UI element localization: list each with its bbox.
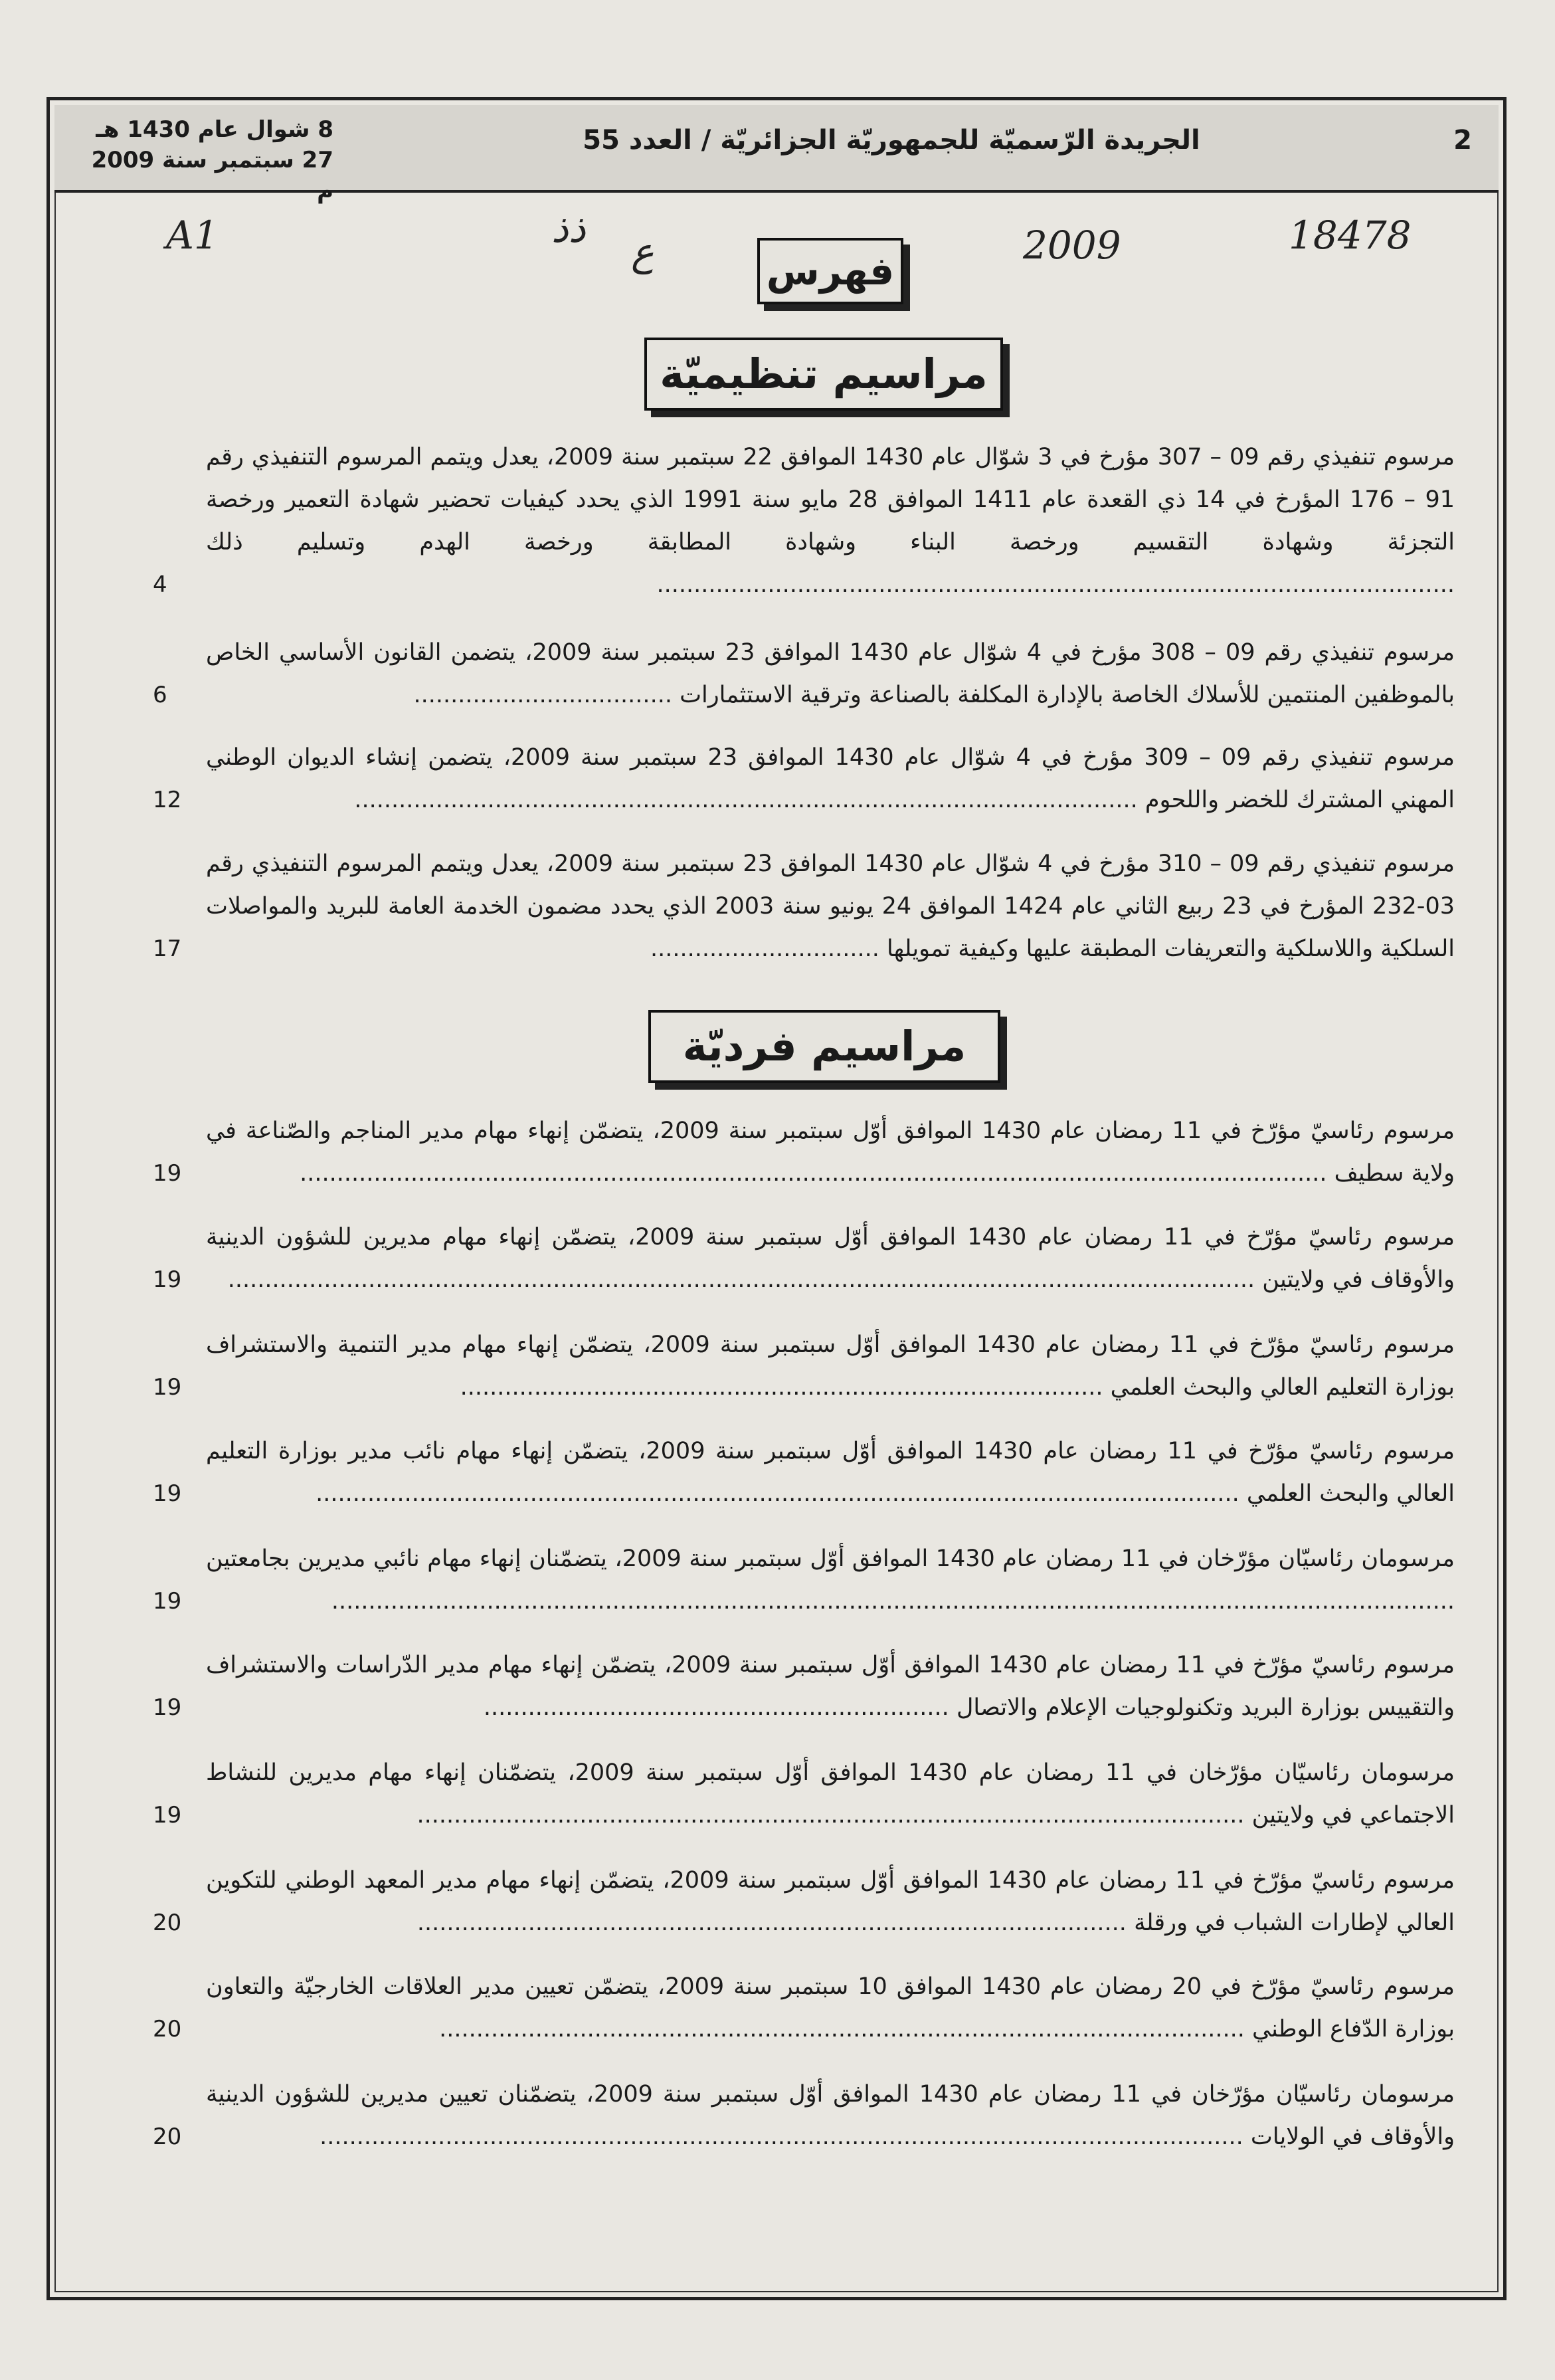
toc-entry-page: 12 [153, 787, 182, 813]
toc-entry-text: مرسوم رئاسيّ مؤرّخ في 11 رمضان عام 1430 الموافق أوّل سبتمبر سنة 2009، يتضمّن إنهاء مهام نائب مدير بوزارة التعليم العالي والبحث العلمي [206, 1438, 1455, 1507]
toc-entry-page: 19 [153, 1374, 182, 1401]
toc-entry-page: 19 [153, 1588, 182, 1615]
toc-entry-page: 19 [153, 1802, 182, 1829]
toc-entry[interactable]: مرسومان رئاسيّان مؤرّخان في 11 رمضان عام 1430 الموافق أوّل سبتمبر سنة 2009، يتضمّنان تعيين مديرين للشؤون الدينية والأوقاف في الولايات ............................................................................................................................. 20 [153, 2073, 1455, 2158]
toc-entry-page: 19 [153, 1480, 182, 1507]
toc-entry-page: 4 [153, 571, 167, 598]
toc-entry[interactable]: مرسوم رئاسيّ مؤرّخ في 11 رمضان عام 1430 الموافق أوّل سبتمبر سنة 2009، يتضمّن إنهاء مهام مدير المعهد الوطني للتكوين العالي لإطارات الشباب في ورقلة ................................................................................................ 20 [153, 1859, 1455, 1944]
toc-entry-text: مرسوم رئاسيّ مؤرّخ في 11 رمضان عام 1430 الموافق أوّل سبتمبر سنة 2009، يتضمّن إنهاء مهام مديرين للشؤون الدينية والأوقاف في ولايتين [206, 1224, 1455, 1293]
gazette-header [54, 105, 1499, 204]
toc-entry[interactable]: مرسوم رئاسيّ مؤرّخ في 11 رمضان عام 1430 الموافق أوّل سبتمبر سنة 2009، يتضمّن إنهاء مهام مدير الدّراسات والاستشراف والتقييس بوزارة البريد وتكنولوجيات الإعلام والاتصال ............................................................... 19 [153, 1644, 1455, 1729]
toc-entry[interactable]: مرسوم رئاسيّ مؤرّخ في 20 رمضان عام 1430 الموافق 10 سبتمبر سنة 2009، يتضمّن تعيين مدير العلاقات الخارجيّة والتعاون بوزارة الدّفاع الوطني ............................................................................................................. 20 [153, 1965, 1455, 2050]
handwritten-note-right: 18478 [1289, 213, 1412, 258]
toc-entry-page: 20 [153, 2124, 182, 2150]
toc-entry-page: 19 [153, 1266, 182, 1293]
toc-entry-page: 17 [153, 936, 182, 962]
header-date-gregorian: 27 سبتمبر سنة 2009 م [91, 147, 333, 204]
handwritten-note-mark-1: ذذ [551, 206, 586, 251]
toc-entry[interactable]: مرسوم رئاسيّ مؤرّخ في 11 رمضان عام 1430 الموافق أوّل سبتمبر سنة 2009، يتضمّن إنهاء مهام مديرين للشؤون الدينية والأوقاف في ولايتين ........................................................................................................................................... 19 [153, 1216, 1455, 1301]
toc-entry-text: مرسوم تنفيذي رقم 09 – 308 مؤرخ في 4 شوّال عام 1430 الموافق 23 سبتمبر سنة 2009، يتضمن القانون الأساسي الخاص بالموظفين المنتمين للأسلاك الخاصة بالإدارة المكلفة بالصناعة وترقية الاستثمارات [206, 639, 1455, 708]
page-inner-border [54, 105, 1499, 2292]
header-dates [81, 114, 333, 206]
toc-entry-text: مرسومان رئاسيّان مؤرّخان في 11 رمضان عام 1430 الموافق أوّل سبتمبر سنة 2009، يتضمّنان إنهاء مهام مديرين للنشاط الاجتماعي في ولايتين [206, 1759, 1455, 1829]
toc-entry-text: مرسوم تنفيذي رقم 09 – 307 مؤرخ في 3 شوّال عام 1430 الموافق 22 سبتمبر سنة 2009، يعدل ويتمم المرسوم التنفيذي رقم 91 – 176 المؤرخ في 14 ذي القعدة عام 1411 الموافق 28 مايو سنة 1991 الذي يحدد كيفيات تحضير شهادة التعمير ورخصة التجزئة وشهادة التقسيم ورخصة البناء وشهادة المطابقة ورخصة الهدم وتسليم ذلك [206, 444, 1455, 555]
toc-entry-text: مرسومان رئاسيّان مؤرّخان في 11 رمضان عام 1430 الموافق أوّل سبتمبر سنة 2009، يتضمّنان تعيين مديرين للشؤون الدينية والأوقاف في الولايات [206, 2081, 1455, 2150]
toc-entry[interactable]: مرسومان رئاسيّان مؤرّخان في 11 رمضان عام 1430 الموافق أوّل سبتمبر سنة 2009، يتضمّنان إنهاء مهام مديرين للنشاط الاجتماعي في ولايتين ................................................................................................................ 19 [153, 1751, 1455, 1836]
toc-entry-page: 20 [153, 1910, 182, 1936]
toc-entry-page: 19 [153, 1160, 182, 1187]
handwritten-note-mark-2: ع [631, 229, 654, 274]
toc-entry-page: 20 [153, 2016, 182, 2042]
toc-entry-text: مرسوم رئاسيّ مؤرّخ في 11 رمضان عام 1430 الموافق أوّل سبتمبر سنة 2009، يتضمّن إنهاء مهام مدير التنمية والاستشراف بوزارة التعليم العالي والبحث العلمي [206, 1332, 1455, 1401]
toc-entry[interactable]: مرسوم تنفيذي رقم 09 – 309 مؤرخ في 4 شوّال عام 1430 الموافق 23 سبتمبر سنة 2009، يتضمن إنشاء الديوان الوطني المهني المشترك للخضر واللحوم .......................................................................................................... 12 [153, 736, 1455, 821]
index-title: فهرس [757, 238, 903, 304]
toc-entry-text: مرسوم رئاسيّ مؤرّخ في 20 رمضان عام 1430 الموافق 10 سبتمبر سنة 2009، يتضمّن تعيين مدير العلاقات الخارجيّة والتعاون بوزارة الدّفاع الوطني [206, 1973, 1455, 2042]
toc-entry-text: مرسوم تنفيذي رقم 09 – 310 مؤرخ في 4 شوّال عام 1430 الموافق 23 سبتمبر سنة 2009، يعدل ويتمم المرسوم التنفيذي رقم 03-232 المؤرخ في 23 ربيع الثاني عام 1424 الموافق 24 يونيو سنة 2003 الذي يحدد مضمون الخدمة العامة للبريد والمواصلات السلكية واللاسلكية والتعريفات المطبقة عليها وكيفية تمويلها [206, 850, 1455, 962]
toc-entry[interactable]: مرسوم تنفيذي رقم 09 – 308 مؤرخ في 4 شوّال عام 1430 الموافق 23 سبتمبر سنة 2009، يتضمن القانون الأساسي الخاص بالموظفين المنتمين للأسلاك الخاصة بالإدارة المكلفة بالصناعة وترقية الاستثمارات ................................... 6 [153, 631, 1455, 716]
toc-entry-text: مرسومان رئاسيّان مؤرّخان في 11 رمضان عام 1430 الموافق أوّل سبتمبر سنة 2009، يتضمّنان إنهاء مهام نائبي مديرين بجامعتين [206, 1545, 1455, 1572]
toc-entry-page: 19 [153, 1694, 182, 1721]
toc-entry-text: مرسوم رئاسيّ مؤرّخ في 11 رمضان عام 1430 الموافق أوّل سبتمبر سنة 2009، يتضمّن إنهاء مهام مدير المناجم والصّناعة في ولاية سطيف [206, 1118, 1455, 1187]
toc-entry[interactable]: مرسوم تنفيذي رقم 09 – 307 مؤرخ في 3 شوّال عام 1430 الموافق 22 سبتمبر سنة 2009، يعدل ويتمم المرسوم التنفيذي رقم 91 – 176 المؤرخ في 14 ذي القعدة عام 1411 الموافق 28 مايو سنة 1991 الذي يحدد كيفيات تحضير شهادة التعمير ورخصة التجزئة وشهادة التقسيم ورخصة البناء وشهادة المطابقة ورخصة الهدم وتسليم ذلك ............................................................................................................ 4 [153, 436, 1455, 606]
section-title-regulatory-decrees: مراسيم تنظيميّة [644, 338, 1003, 411]
header-title: الجريدة الرّسميّة للجمهوريّة الجزائريّة / العدد 55 [583, 125, 1200, 155]
toc-entry-page: 6 [153, 682, 167, 708]
toc-entry-text: مرسوم رئاسيّ مؤرّخ في 11 رمضان عام 1430 الموافق أوّل سبتمبر سنة 2009، يتضمّن إنهاء مهام مدير الدّراسات والاستشراف والتقييس بوزارة البريد وتكنولوجيات الإعلام والاتصال [206, 1652, 1455, 1721]
toc-entry-text: مرسوم رئاسيّ مؤرّخ في 11 رمضان عام 1430 الموافق أوّل سبتمبر سنة 2009، يتضمّن إنهاء مهام مدير المعهد الوطني للتكوين العالي لإطارات الشباب في ورقلة [206, 1867, 1455, 1936]
toc-entry[interactable]: مرسوم رئاسيّ مؤرّخ في 11 رمضان عام 1430 الموافق أوّل سبتمبر سنة 2009، يتضمّن إنهاء مهام نائب مدير بوزارة التعليم العالي والبحث العلمي ............................................................................................................................. 19 [153, 1430, 1455, 1515]
handwritten-note-year: 2009 [1023, 223, 1121, 268]
toc-entry[interactable]: مرسومان رئاسيّان مؤرّخان في 11 رمضان عام 1430 الموافق أوّل سبتمبر سنة 2009، يتضمّنان إنهاء مهام نائبي مديرين بجامعتين ........................................................................................................................................................ 19 [153, 1537, 1455, 1623]
header-date-hijri: 8 شوال عام 1430 هـ [96, 116, 333, 143]
toc-entry[interactable]: مرسوم رئاسيّ مؤرّخ في 11 رمضان عام 1430 الموافق أوّل سبتمبر سنة 2009، يتضمّن إنهاء مهام مدير المناجم والصّناعة في ولاية سطيف ........................................................................................................................................... 19 [153, 1110, 1455, 1195]
toc-entry[interactable]: مرسوم تنفيذي رقم 09 – 310 مؤرخ في 4 شوّال عام 1430 الموافق 23 سبتمبر سنة 2009، يعدل ويتمم المرسوم التنفيذي رقم 03-232 المؤرخ في 23 ربيع الثاني عام 1424 الموافق 24 يونيو سنة 2003 الذي يحدد مضمون الخدمة العامة للبريد والمواصلات السلكية واللاسلكية والتعريفات المطبقة عليها وكيفية تمويلها ............................... 17 [153, 843, 1455, 970]
handwritten-note-left: A1 [166, 213, 219, 258]
header-page-number: 2 [1453, 125, 1472, 155]
toc-entry-text: مرسوم تنفيذي رقم 09 – 309 مؤرخ في 4 شوّال عام 1430 الموافق 23 سبتمبر سنة 2009، يتضمن إنشاء الديوان الوطني المهني المشترك للخضر واللحوم [206, 744, 1455, 813]
toc-entry[interactable]: مرسوم رئاسيّ مؤرّخ في 11 رمضان عام 1430 الموافق أوّل سبتمبر سنة 2009، يتضمّن إنهاء مهام مدير التنمية والاستشراف بوزارة التعليم العالي والبحث العلمي ....................................................................................... 19 [153, 1324, 1455, 1409]
section-title-individual-decrees: مراسيم فرديّة [648, 1010, 1000, 1083]
